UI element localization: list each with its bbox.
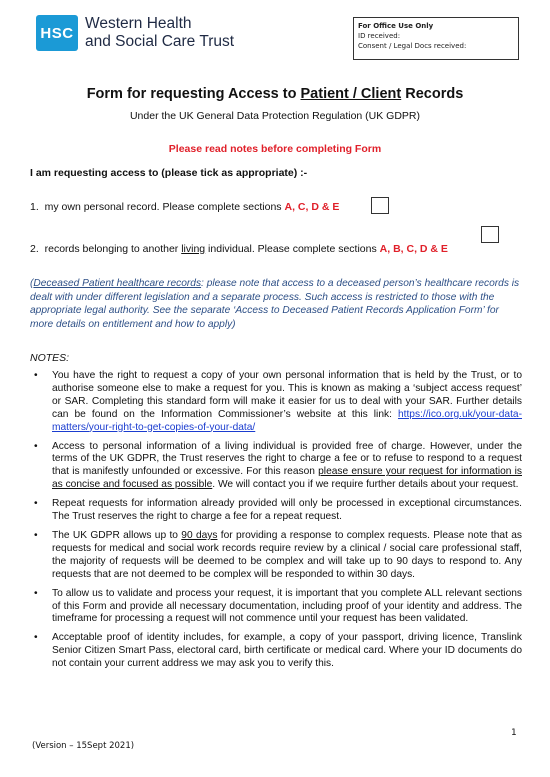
- deceased-underlined: Deceased Patient healthcare records: [33, 278, 202, 289]
- bullet: •: [34, 498, 38, 510]
- bullet: •: [34, 529, 38, 541]
- request-intro: I am requesting access to (please tick as appropriate) :-: [30, 167, 308, 179]
- note-text-underlined: please ensure your request for information is as concise and focused as possible: [52, 466, 522, 491]
- option-number: 2.: [30, 243, 39, 255]
- tick-box-own-record[interactable]: [371, 197, 389, 214]
- deceased-records-note: [30, 277, 522, 331]
- hsc-logo-mark: [36, 15, 78, 51]
- version-label: (Version – 15Sept 2021): [32, 741, 135, 751]
- page-subtitle: Under the UK General Data Protection Regulation (UK GDPR): [129, 110, 421, 122]
- note-text: Acceptable proof of identity includes, for example, a copy of your passport, driving licence, Translink Senior Citizen Smart Pass, electoral card, birth certificate or medical card. Where your ID documents do not contain your current address we may ask you to verify this.: [52, 632, 522, 670]
- trust-logo: [36, 15, 234, 51]
- list-item: [30, 441, 522, 493]
- title-pre: Form for requesting Access to: [86, 86, 301, 102]
- hsc-logo-text: HSC: [40, 24, 74, 42]
- office-use-title: For Office Use Only: [358, 22, 434, 30]
- notes-list: [30, 370, 522, 677]
- deceased-open: (: [30, 278, 34, 289]
- office-id-received: ID received:: [358, 32, 401, 40]
- note-text: You have the right to request a copy of your own personal information that is held by the Trust, or to authorise someone else to make a request for you. This is known as making a ‘subject access request’ or SAR. Completing this standard form will make it easier for us to deal with your SAR. Further details can be found on the Information Commissioner’s website at this link:: [52, 370, 522, 420]
- office-use-box: [353, 17, 519, 60]
- trust-name: [85, 15, 234, 51]
- list-item: [30, 632, 522, 671]
- office-consent-received: Consent / Legal Docs received:: [358, 42, 467, 50]
- option-text-post: individual. Please complete sections: [205, 243, 380, 255]
- bullet: •: [34, 587, 38, 599]
- title-underlined: Patient / Client: [300, 86, 402, 102]
- list-item: [30, 588, 522, 627]
- ico-link[interactable]: https://ico.org.uk/your-data-matters/your-right-to-get-copies-of-your-data/: [52, 408, 522, 433]
- list-item: [30, 530, 522, 582]
- read-notes-warning: Please read notes before completing Form: [168, 143, 382, 155]
- notes-heading: NOTES:: [30, 352, 70, 364]
- note-text-pre: Access to personal information of a living individual is provided free of charge. However, under the terms of the UK GDPR, the Trust reserves the right to charge a fee or to refuse to respond to a request that is manifestly unfounded or excessive. For this reason: [52, 440, 522, 478]
- bullet: •: [34, 632, 38, 644]
- list-item: [30, 498, 522, 524]
- note-text-pre: The UK GDPR allows up to: [52, 529, 182, 541]
- option-text: my own personal record. Please complete sections: [44, 201, 285, 213]
- page-number: 1: [511, 728, 517, 738]
- option-sections: A, B, C, D & E: [379, 243, 448, 255]
- note-text-underlined: 90 days: [181, 529, 218, 541]
- title-post: Records: [401, 86, 464, 102]
- option-own-record: [30, 201, 339, 213]
- tick-box-living-individual[interactable]: [481, 226, 499, 243]
- note-text-post: for providing a response to complex requests. Please note that as requests for medical and social work records require review by a clinical / social care professional staff, the majority of requests will be deemed to be complex and will take up to 90 days to respond to. Any requests that are not deemed to be complex will be responded to within 30 days.: [52, 529, 522, 580]
- note-text: To allow us to validate and process your request, it is important that you complete ALL relevant sections of this Form and provide all necessary documentation, including proof of your identity and address. The timeframe for processing a request will not commence until your request has been validated.: [52, 587, 522, 625]
- option-living-individual: [30, 243, 448, 255]
- note-text-post: . We will contact you if we require further details about your request.: [212, 479, 519, 491]
- bullet: •: [34, 440, 38, 452]
- option-text-underlined: living: [181, 243, 206, 255]
- option-text-pre: records belonging to another: [44, 243, 182, 255]
- trust-name-line1: Western Health: [85, 15, 192, 32]
- trust-name-line2: and Social Care Trust: [85, 33, 235, 50]
- bullet: •: [34, 370, 38, 381]
- list-item: [30, 370, 522, 435]
- option-sections: A, C, D & E: [284, 201, 340, 213]
- deceased-rest: : please note that access to a deceased person’s healthcare records is dealt with under different legislation and a separate process. Such access is restricted to those with the appropriate legal authority. See the separate ‘Access to Deceased Patient Records Application Form’ for more details on entitlement and how to apply): [30, 278, 520, 330]
- option-number: 1.: [30, 201, 39, 213]
- note-text: Repeat requests for information already provided will only be processed in exceptional circumstances. The Trust reserves the right to charge a fee for a repeat request.: [52, 498, 522, 523]
- page-title: [0, 86, 550, 102]
